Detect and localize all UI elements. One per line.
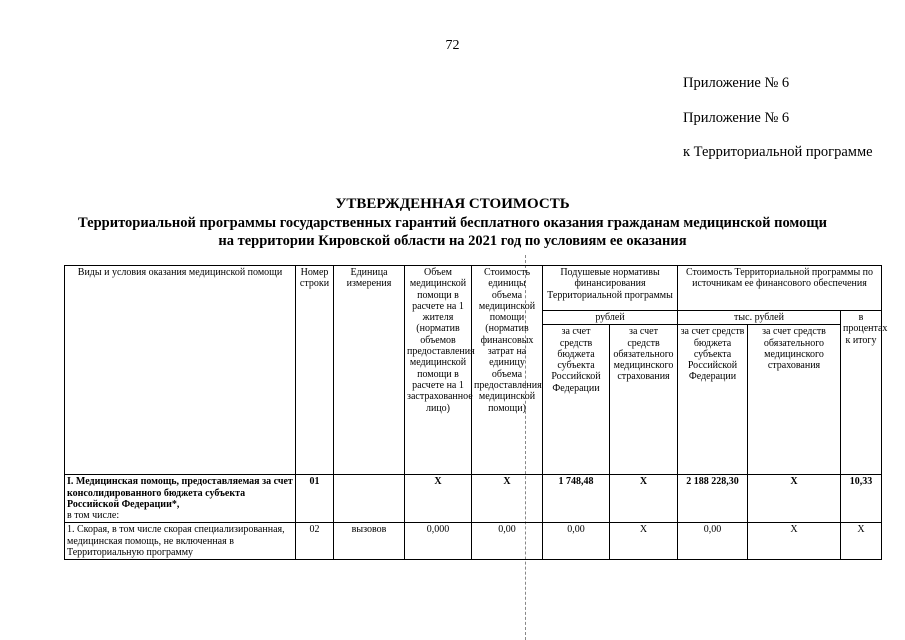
- header-volume: Объем медицинской помощи в расчете на 1 жителя (норматив объемов предоставления медицинской помощи в расчете на 1 застрахованное лицо): [405, 266, 472, 475]
- row-unit: [334, 475, 405, 523]
- cost-table: [64, 265, 888, 560]
- row-label-rest: в том числе:: [67, 510, 120, 522]
- row-unit: вызовов: [334, 523, 405, 560]
- header-pc-oms: за счет средств обязательного медицинского страхования: [610, 325, 678, 475]
- row-number: 01: [296, 475, 334, 523]
- appendix-label-repeat: Приложение № 6: [683, 110, 790, 126]
- row-pc-oms: X: [610, 523, 678, 560]
- header-percent: в процентах к итогу: [841, 311, 882, 475]
- header-unit: Единица измерения: [334, 266, 405, 475]
- row-unit-cost: X: [472, 475, 543, 523]
- header-thousand-rubles: тыс. рублей: [678, 311, 841, 325]
- row-tc-oms: X: [748, 523, 841, 560]
- row-unit-cost: 0,00: [472, 523, 543, 560]
- row-volume: X: [405, 475, 472, 523]
- document-subtitle-line1: Территориальной программы государственных гарантий бесплатного оказания гражданам медицинской помощи: [78, 215, 827, 231]
- row-tc-budget: 0,00: [678, 523, 748, 560]
- row-tc-budget: 2 188 228,30: [678, 475, 748, 523]
- header-row-number: Номер строки: [296, 266, 334, 475]
- header-per-capita: Подушевые нормативы финансирования Территориальной программы: [543, 266, 678, 311]
- row-label: 1. Скорая, в том числе скорая специализированная, медицинская помощь, не включенная в Территориальную программу: [65, 523, 296, 560]
- header-row: [65, 266, 882, 311]
- row-number: 02: [296, 523, 334, 560]
- row-pc-budget: 0,00: [543, 523, 610, 560]
- row-label: [65, 475, 296, 523]
- row-volume: 0,000: [405, 523, 472, 560]
- row-label-bold: I. Медицинская помощь, предоставляемая за счет консолидированного бюджета субъекта Российской Федерации*,: [67, 476, 293, 510]
- table-row: [65, 523, 882, 560]
- header-total-cost: Стоимость Территориальной программы по источникам ее финансового обеспечения: [678, 266, 882, 311]
- row-tc-oms: X: [748, 475, 841, 523]
- header-tc-budget: за счет средств бюджета субъекта Российской Федерации: [678, 325, 748, 475]
- header-rubles: рублей: [543, 311, 678, 325]
- header-types: Виды и условия оказания медицинской помощи: [65, 266, 296, 475]
- row-percent: X: [841, 523, 882, 560]
- document-subtitle-line2: на территории Кировской области на 2021 год по условиям ее оказания: [218, 233, 687, 249]
- appendix-label: Приложение № 6: [683, 75, 790, 91]
- row-pc-oms: X: [610, 475, 678, 523]
- row-percent: 10,33: [841, 475, 882, 523]
- page-number: 72: [445, 38, 460, 53]
- header-pc-budget: за счет средств бюджета субъекта Российской Федерации: [543, 325, 610, 475]
- header-tc-oms: за счет средств обязательного медицинского страхования: [748, 325, 841, 475]
- document-title: УТВЕРЖДЕННАЯ СТОИМОСТЬ: [335, 196, 570, 212]
- header-unit-cost: Стоимость единицы объема медицинской помощи (норматив финансовых затрат на единицу объема предоставления медицинской помощи): [472, 266, 543, 475]
- row-pc-budget: 1 748,48: [543, 475, 610, 523]
- table-row: [65, 475, 882, 523]
- appendix-reference: к Территориальной программе: [683, 144, 873, 160]
